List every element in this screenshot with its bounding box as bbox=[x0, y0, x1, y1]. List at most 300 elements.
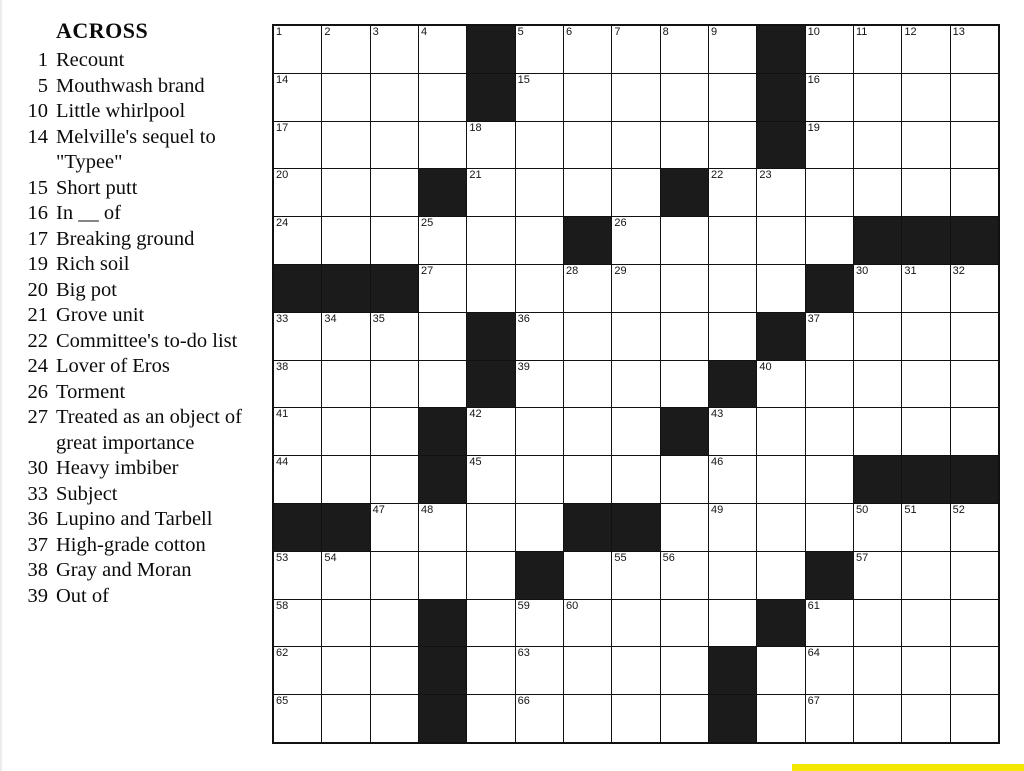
grid-cell-number: 21 bbox=[469, 169, 482, 182]
grid-cell[interactable] bbox=[709, 217, 756, 264]
grid-cell[interactable] bbox=[806, 217, 853, 264]
clue-text: Rich soil bbox=[56, 253, 130, 275]
grid-cell-block bbox=[274, 504, 321, 551]
grid-cell-block bbox=[467, 313, 514, 360]
grid-cell[interactable] bbox=[274, 217, 321, 264]
scan-highlight-bar bbox=[792, 764, 1024, 771]
grid-cell[interactable] bbox=[854, 265, 901, 312]
grid-cell[interactable] bbox=[757, 169, 804, 216]
grid-cell[interactable] bbox=[516, 217, 563, 264]
grid-cell[interactable] bbox=[371, 74, 418, 121]
grid-cell[interactable] bbox=[854, 647, 901, 694]
grid-cell-number: 67 bbox=[807, 695, 820, 708]
grid-cell[interactable] bbox=[371, 169, 418, 216]
grid-cell[interactable] bbox=[757, 361, 804, 408]
grid-cell[interactable] bbox=[661, 122, 708, 169]
grid-cell-number: 55 bbox=[614, 551, 627, 564]
grid-cell-number: 2 bbox=[324, 26, 331, 38]
grid-cell-number: 50 bbox=[855, 503, 869, 516]
grid-cell[interactable] bbox=[854, 504, 901, 551]
clue-text: Subject bbox=[56, 482, 118, 505]
grid-cell[interactable] bbox=[371, 408, 418, 455]
grid-cell[interactable] bbox=[564, 695, 611, 742]
grid-cell-block bbox=[757, 122, 804, 169]
grid-cell[interactable] bbox=[419, 122, 466, 169]
grid-cell[interactable] bbox=[274, 169, 321, 216]
grid-cell-number: 60 bbox=[565, 599, 579, 612]
grid-cell-number: 58 bbox=[276, 599, 289, 612]
grid-cell-number: 5 bbox=[517, 26, 524, 38]
grid-cell[interactable] bbox=[516, 504, 563, 551]
clue-item[interactable] bbox=[4, 405, 256, 456]
grid-cell[interactable] bbox=[612, 408, 659, 455]
grid-cell[interactable] bbox=[709, 26, 756, 73]
grid-cell[interactable] bbox=[902, 504, 949, 551]
grid-cell[interactable] bbox=[806, 408, 853, 455]
grid-cell-block bbox=[564, 504, 611, 551]
grid-cell[interactable] bbox=[854, 552, 901, 599]
grid-cell[interactable] bbox=[467, 408, 514, 455]
grid-cell[interactable] bbox=[709, 600, 756, 647]
grid-cell[interactable] bbox=[661, 600, 708, 647]
grid-cell-number: 59 bbox=[517, 599, 530, 612]
grid-cell[interactable] bbox=[951, 265, 998, 312]
grid-cell[interactable] bbox=[806, 361, 853, 408]
grid-cell[interactable] bbox=[371, 647, 418, 694]
grid-cell[interactable] bbox=[467, 552, 514, 599]
grid-cell-number: 40 bbox=[759, 360, 772, 373]
grid-cell[interactable] bbox=[612, 217, 659, 264]
clue-number: 36 bbox=[27, 508, 48, 530]
grid-cell[interactable] bbox=[951, 313, 998, 360]
grid-cell[interactable] bbox=[854, 169, 901, 216]
grid-cell[interactable] bbox=[757, 695, 804, 742]
grid-cell[interactable] bbox=[516, 456, 563, 503]
grid-cell[interactable] bbox=[951, 122, 998, 169]
grid-cell[interactable] bbox=[564, 647, 611, 694]
grid-cell[interactable] bbox=[274, 456, 321, 503]
grid-cell[interactable] bbox=[467, 265, 514, 312]
grid-cell[interactable] bbox=[371, 313, 418, 360]
grid-cell-number: 18 bbox=[469, 121, 482, 134]
clue-number: 15 bbox=[27, 176, 48, 199]
grid-cell[interactable] bbox=[709, 504, 756, 551]
grid-cell[interactable] bbox=[951, 26, 998, 73]
grid-cell[interactable] bbox=[806, 456, 853, 503]
grid-cell-number: 20 bbox=[276, 169, 289, 182]
grid-cell-block bbox=[902, 217, 949, 264]
grid-cell[interactable] bbox=[854, 408, 901, 455]
grid-cell-number: 51 bbox=[904, 503, 917, 516]
grid-cell-block bbox=[902, 456, 949, 503]
grid-cell[interactable] bbox=[757, 552, 804, 599]
grid-cell-block bbox=[274, 265, 321, 312]
grid-cell[interactable] bbox=[612, 313, 659, 360]
grid-cell[interactable] bbox=[274, 552, 321, 599]
grid-cell-number: 66 bbox=[517, 695, 530, 708]
grid-cell[interactable] bbox=[322, 26, 369, 73]
grid-cell[interactable] bbox=[322, 600, 369, 647]
grid-cell-number: 64 bbox=[807, 647, 820, 660]
clue-item[interactable] bbox=[4, 354, 256, 380]
grid-cell[interactable] bbox=[806, 600, 853, 647]
grid-cell[interactable] bbox=[951, 74, 998, 121]
grid-cell[interactable] bbox=[564, 122, 611, 169]
grid-cell[interactable] bbox=[902, 265, 949, 312]
grid-cell[interactable] bbox=[661, 647, 708, 694]
grid-cell[interactable] bbox=[612, 552, 659, 599]
grid-cell-block bbox=[757, 600, 804, 647]
grid-cell-block bbox=[951, 217, 998, 264]
across-clue-column bbox=[0, 0, 262, 771]
grid-cell[interactable] bbox=[419, 217, 466, 264]
clue-number: 37 bbox=[27, 533, 48, 556]
grid-cell[interactable] bbox=[854, 122, 901, 169]
grid-cell[interactable] bbox=[709, 122, 756, 169]
grid-cell-block bbox=[419, 169, 466, 216]
grid-cell[interactable] bbox=[854, 361, 901, 408]
clue-item[interactable] bbox=[4, 227, 256, 253]
grid-cell-number: 56 bbox=[662, 551, 675, 564]
grid-cell[interactable] bbox=[371, 456, 418, 503]
grid-cell[interactable] bbox=[467, 695, 514, 742]
clue-item[interactable] bbox=[4, 533, 256, 559]
grid-cell[interactable] bbox=[806, 122, 853, 169]
grid-cell[interactable] bbox=[516, 408, 563, 455]
grid-cell[interactable] bbox=[709, 169, 756, 216]
grid-cell[interactable] bbox=[322, 408, 369, 455]
grid-cell[interactable] bbox=[854, 695, 901, 742]
grid-cell-number: 7 bbox=[614, 26, 621, 38]
grid-cell-number: 57 bbox=[855, 551, 869, 564]
grid-cell-number: 26 bbox=[614, 217, 627, 230]
grid-cell[interactable] bbox=[661, 456, 708, 503]
grid-cell[interactable] bbox=[612, 600, 659, 647]
grid-cell[interactable] bbox=[467, 122, 514, 169]
grid-cell[interactable] bbox=[709, 74, 756, 121]
clue-item[interactable] bbox=[4, 74, 256, 100]
grid-cell-block bbox=[951, 456, 998, 503]
grid-cell[interactable] bbox=[274, 26, 321, 73]
grid-cell[interactable] bbox=[854, 313, 901, 360]
clue-item[interactable] bbox=[4, 584, 256, 610]
grid-cell-number: 49 bbox=[710, 503, 724, 516]
grid-cell[interactable] bbox=[419, 26, 466, 73]
clue-text: Mouthwash brand bbox=[56, 74, 205, 97]
clue-item[interactable] bbox=[4, 507, 256, 533]
grid-cell[interactable] bbox=[371, 122, 418, 169]
grid-cell[interactable] bbox=[274, 600, 321, 647]
grid-cell[interactable] bbox=[806, 647, 853, 694]
clue-text: Gray and Moran bbox=[56, 559, 192, 581]
grid-cell-block bbox=[516, 552, 563, 599]
clue-item[interactable] bbox=[4, 482, 256, 508]
grid-cell-number: 43 bbox=[710, 408, 724, 421]
grid-cell[interactable] bbox=[322, 122, 369, 169]
grid-cell-number: 46 bbox=[710, 456, 724, 469]
grid-cell[interactable] bbox=[516, 361, 563, 408]
grid-cell[interactable] bbox=[419, 552, 466, 599]
grid-cell-block bbox=[854, 456, 901, 503]
grid-cell[interactable] bbox=[709, 408, 756, 455]
clue-number: 26 bbox=[27, 380, 48, 403]
grid-cell[interactable] bbox=[806, 504, 853, 551]
grid-cell-number: 47 bbox=[372, 503, 385, 516]
grid-cell[interactable] bbox=[806, 695, 853, 742]
grid-cell[interactable] bbox=[902, 600, 949, 647]
grid-cell[interactable] bbox=[661, 313, 708, 360]
grid-cell[interactable] bbox=[516, 122, 563, 169]
grid-cell[interactable] bbox=[564, 313, 611, 360]
grid-cell[interactable] bbox=[516, 600, 563, 647]
grid-cell[interactable] bbox=[516, 265, 563, 312]
clue-number: 20 bbox=[27, 278, 48, 301]
grid-cell[interactable] bbox=[902, 169, 949, 216]
grid-cell[interactable] bbox=[951, 361, 998, 408]
grid-cell[interactable] bbox=[951, 600, 998, 647]
grid-cell-number: 10 bbox=[807, 26, 820, 38]
grid-cell[interactable] bbox=[951, 552, 998, 599]
clue-number: 16 bbox=[27, 202, 48, 224]
grid-cell[interactable] bbox=[274, 361, 321, 408]
grid-cell-block bbox=[854, 217, 901, 264]
grid-cell[interactable] bbox=[757, 504, 804, 551]
grid-cell-block bbox=[322, 504, 369, 551]
grid-cell[interactable] bbox=[322, 74, 369, 121]
grid-cell[interactable] bbox=[419, 74, 466, 121]
grid-cell[interactable] bbox=[419, 265, 466, 312]
clue-text: Recount bbox=[56, 49, 125, 71]
grid-cell[interactable] bbox=[661, 695, 708, 742]
grid-cell[interactable] bbox=[612, 122, 659, 169]
grid-cell[interactable] bbox=[516, 169, 563, 216]
grid-cell[interactable] bbox=[322, 361, 369, 408]
grid-cell[interactable] bbox=[322, 647, 369, 694]
grid-cell[interactable] bbox=[806, 74, 853, 121]
clue-item[interactable] bbox=[4, 99, 256, 125]
crossword-grid[interactable] bbox=[272, 24, 1000, 744]
grid-cell[interactable] bbox=[371, 504, 418, 551]
grid-cell[interactable] bbox=[564, 265, 611, 312]
grid-cell[interactable] bbox=[612, 74, 659, 121]
grid-cell[interactable] bbox=[564, 456, 611, 503]
grid-cell[interactable] bbox=[709, 265, 756, 312]
clue-item[interactable] bbox=[4, 252, 256, 278]
grid-cell[interactable] bbox=[564, 408, 611, 455]
grid-cell-block bbox=[419, 647, 466, 694]
grid-cell-block bbox=[757, 74, 804, 121]
grid-cell[interactable] bbox=[419, 361, 466, 408]
grid-cell[interactable] bbox=[854, 26, 901, 73]
grid-cell-number: 9 bbox=[710, 26, 718, 38]
clue-text: Short putt bbox=[56, 176, 138, 199]
grid-cell[interactable] bbox=[902, 408, 949, 455]
clue-text: Lupino and Tarbell bbox=[56, 508, 213, 530]
clue-number: 22 bbox=[27, 329, 48, 352]
clue-text: Little whirlpool bbox=[56, 100, 186, 122]
grid-cell[interactable] bbox=[564, 74, 611, 121]
grid-cell[interactable] bbox=[661, 265, 708, 312]
clue-item[interactable] bbox=[4, 303, 256, 329]
grid-cell-block bbox=[709, 695, 756, 742]
grid-cell[interactable] bbox=[902, 647, 949, 694]
grid-cell-number: 6 bbox=[565, 26, 573, 38]
clue-text: Lover of Eros bbox=[56, 355, 170, 377]
grid-cell[interactable] bbox=[951, 504, 998, 551]
crossword-grid-wrapper bbox=[262, 0, 1024, 771]
grid-cell[interactable] bbox=[467, 504, 514, 551]
grid-cell[interactable] bbox=[902, 26, 949, 73]
grid-cell-block bbox=[371, 265, 418, 312]
clue-number: 10 bbox=[27, 100, 48, 122]
grid-cell[interactable] bbox=[951, 169, 998, 216]
grid-cell[interactable] bbox=[612, 26, 659, 73]
grid-cell-block bbox=[709, 647, 756, 694]
grid-cell[interactable] bbox=[371, 217, 418, 264]
grid-cell[interactable] bbox=[516, 313, 563, 360]
grid-cell[interactable] bbox=[564, 552, 611, 599]
grid-cell[interactable] bbox=[806, 169, 853, 216]
grid-cell[interactable] bbox=[757, 647, 804, 694]
grid-cell[interactable] bbox=[322, 313, 369, 360]
grid-cell[interactable] bbox=[757, 217, 804, 264]
grid-cell[interactable] bbox=[902, 695, 949, 742]
clue-number: 14 bbox=[27, 125, 48, 148]
grid-cell[interactable] bbox=[322, 552, 369, 599]
grid-cell[interactable] bbox=[467, 647, 514, 694]
grid-cell[interactable] bbox=[371, 361, 418, 408]
clue-item[interactable] bbox=[4, 125, 256, 176]
grid-cell[interactable] bbox=[371, 600, 418, 647]
grid-cell[interactable] bbox=[371, 695, 418, 742]
grid-cell[interactable] bbox=[516, 74, 563, 121]
clue-item[interactable] bbox=[4, 380, 256, 406]
grid-cell[interactable] bbox=[274, 313, 321, 360]
grid-cell[interactable] bbox=[661, 26, 708, 73]
grid-cell[interactable] bbox=[709, 456, 756, 503]
grid-cell[interactable] bbox=[564, 600, 611, 647]
grid-cell[interactable] bbox=[951, 695, 998, 742]
grid-cell[interactable] bbox=[902, 361, 949, 408]
grid-cell[interactable] bbox=[757, 456, 804, 503]
clue-text: Big pot bbox=[56, 278, 117, 301]
grid-cell-number: 65 bbox=[276, 695, 289, 708]
grid-cell[interactable] bbox=[902, 122, 949, 169]
grid-cell-number: 4 bbox=[420, 26, 428, 38]
clue-text: High-grade cotton bbox=[56, 533, 206, 556]
grid-cell-number: 29 bbox=[614, 264, 627, 277]
grid-cell[interactable] bbox=[467, 600, 514, 647]
grid-cell[interactable] bbox=[274, 122, 321, 169]
grid-cell-number: 45 bbox=[469, 456, 482, 469]
grid-cell-number: 28 bbox=[565, 264, 579, 277]
grid-cell[interactable] bbox=[322, 456, 369, 503]
grid-cell[interactable] bbox=[467, 217, 514, 264]
grid-cell[interactable] bbox=[564, 26, 611, 73]
grid-cell[interactable] bbox=[516, 26, 563, 73]
grid-cell-block bbox=[419, 600, 466, 647]
grid-cell[interactable] bbox=[419, 504, 466, 551]
grid-cell[interactable] bbox=[757, 408, 804, 455]
grid-cell[interactable] bbox=[467, 456, 514, 503]
clue-item[interactable] bbox=[4, 176, 256, 202]
grid-cell-number: 44 bbox=[276, 456, 289, 469]
grid-cell[interactable] bbox=[516, 695, 563, 742]
grid-cell[interactable] bbox=[516, 647, 563, 694]
grid-cell[interactable] bbox=[274, 74, 321, 121]
clue-item[interactable] bbox=[4, 278, 256, 304]
grid-cell[interactable] bbox=[274, 408, 321, 455]
clue-item[interactable] bbox=[4, 201, 256, 227]
grid-cell[interactable] bbox=[661, 552, 708, 599]
grid-cell[interactable] bbox=[661, 74, 708, 121]
grid-cell[interactable] bbox=[806, 313, 853, 360]
grid-cell[interactable] bbox=[612, 695, 659, 742]
grid-cell-block bbox=[419, 695, 466, 742]
clue-number: 39 bbox=[27, 584, 48, 607]
grid-cell[interactable] bbox=[322, 169, 369, 216]
grid-cell-number: 1 bbox=[276, 26, 283, 38]
grid-cell[interactable] bbox=[371, 26, 418, 73]
grid-cell[interactable] bbox=[902, 313, 949, 360]
grid-cell[interactable] bbox=[612, 361, 659, 408]
grid-cell-block bbox=[467, 74, 514, 121]
clue-item[interactable] bbox=[4, 558, 256, 584]
grid-cell[interactable] bbox=[467, 169, 514, 216]
grid-cell[interactable] bbox=[854, 74, 901, 121]
grid-cell[interactable] bbox=[902, 74, 949, 121]
grid-cell[interactable] bbox=[757, 265, 804, 312]
clue-item[interactable] bbox=[4, 456, 256, 482]
grid-cell[interactable] bbox=[612, 647, 659, 694]
grid-cell-number: 11 bbox=[855, 26, 868, 38]
grid-cell[interactable] bbox=[806, 26, 853, 73]
clue-text: In __ of bbox=[56, 202, 121, 224]
grid-cell[interactable] bbox=[564, 169, 611, 216]
grid-cell[interactable] bbox=[274, 647, 321, 694]
grid-cell[interactable] bbox=[564, 361, 611, 408]
grid-cell[interactable] bbox=[371, 552, 418, 599]
grid-cell[interactable] bbox=[951, 408, 998, 455]
grid-cell[interactable] bbox=[951, 647, 998, 694]
grid-cell[interactable] bbox=[709, 313, 756, 360]
grid-cell-number: 17 bbox=[276, 121, 289, 134]
grid-cell[interactable] bbox=[274, 695, 321, 742]
grid-cell[interactable] bbox=[661, 361, 708, 408]
grid-cell-number: 52 bbox=[952, 503, 965, 516]
grid-cell-number: 63 bbox=[517, 647, 530, 660]
clue-item[interactable] bbox=[4, 48, 256, 74]
clue-number: 21 bbox=[27, 304, 48, 326]
grid-cell[interactable] bbox=[709, 552, 756, 599]
grid-cell[interactable] bbox=[612, 265, 659, 312]
grid-cell[interactable] bbox=[322, 217, 369, 264]
grid-cell[interactable] bbox=[419, 313, 466, 360]
grid-cell[interactable] bbox=[661, 217, 708, 264]
grid-cell[interactable] bbox=[661, 504, 708, 551]
clue-item[interactable] bbox=[4, 329, 256, 355]
grid-cell[interactable] bbox=[612, 456, 659, 503]
grid-cell-block bbox=[612, 504, 659, 551]
clue-number: 24 bbox=[27, 355, 48, 377]
grid-cell[interactable] bbox=[612, 169, 659, 216]
clue-text: Out of bbox=[56, 584, 109, 607]
grid-cell[interactable] bbox=[322, 695, 369, 742]
grid-cell[interactable] bbox=[902, 552, 949, 599]
grid-cell[interactable] bbox=[854, 600, 901, 647]
grid-cell-block bbox=[467, 361, 514, 408]
grid-cell-number: 32 bbox=[952, 264, 965, 277]
